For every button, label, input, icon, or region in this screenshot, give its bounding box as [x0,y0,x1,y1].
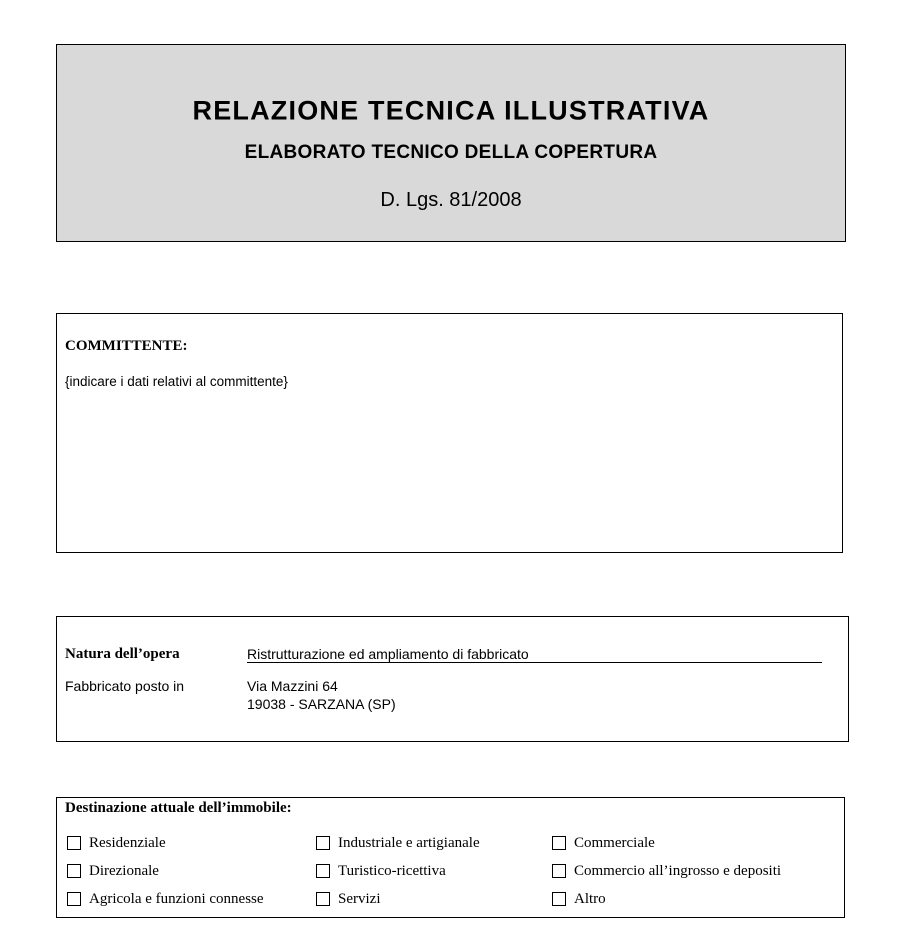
option-label: Agricola e funzioni connesse [89,891,264,907]
option-industriale[interactable] [316,835,480,851]
checkbox-icon[interactable] [316,836,330,850]
checkbox-icon[interactable] [67,864,81,878]
option-commercio-ingrosso[interactable] [552,863,781,879]
option-servizi[interactable] [316,891,381,907]
committente-placeholder: {indicare i dati relativi al committente} [65,374,288,389]
option-label: Altro [574,891,606,907]
destinazione-label: Destinazione attuale dell’immobile: [65,800,292,816]
header-box [56,44,846,242]
committente-label: COMMITTENTE: [65,338,188,354]
committente-box [56,313,843,553]
checkbox-icon[interactable] [316,892,330,906]
option-commerciale[interactable] [552,835,655,851]
legal-reference: D. Lgs. 81/2008 [380,189,522,211]
option-residenziale[interactable] [67,835,166,851]
option-label: Direzionale [89,863,159,879]
destinazione-box [56,797,845,918]
checkbox-icon[interactable] [552,864,566,878]
document-title: RELAZIONE TECNICA ILLUSTRATIVA [192,95,710,126]
option-label: Commerciale [574,835,655,851]
option-label: Industriale e artigianale [338,835,480,851]
checkbox-icon[interactable] [316,864,330,878]
document-subtitle: ELABORATO TECNICO DELLA COPERTURA [244,142,658,163]
checkbox-icon[interactable] [67,892,81,906]
fabbricato-label: Fabbricato posto in [65,678,185,694]
address-line-1: Via Mazzini 64 [247,678,338,694]
option-label: Residenziale [89,835,166,851]
option-label: Commercio all’ingrosso e depositi [574,863,782,879]
checkbox-icon[interactable] [552,836,566,850]
checkbox-icon[interactable] [552,892,566,906]
option-altro[interactable] [552,891,606,907]
address-line-2: 19038 - SARZANA (SP) [247,696,396,712]
option-turistico-ricettiva[interactable] [316,863,446,879]
natura-value: Ristrutturazione ed ampliamento di fabbricato [247,646,822,663]
option-agricola[interactable] [67,891,264,907]
opera-box [56,616,849,742]
option-label: Servizi [338,891,381,907]
fabbricato-address [247,677,396,713]
natura-label: Natura dell’opera [65,646,180,662]
option-label: Turistico-ricettiva [338,863,446,879]
checkbox-icon[interactable] [67,836,81,850]
option-direzionale[interactable] [67,863,159,879]
